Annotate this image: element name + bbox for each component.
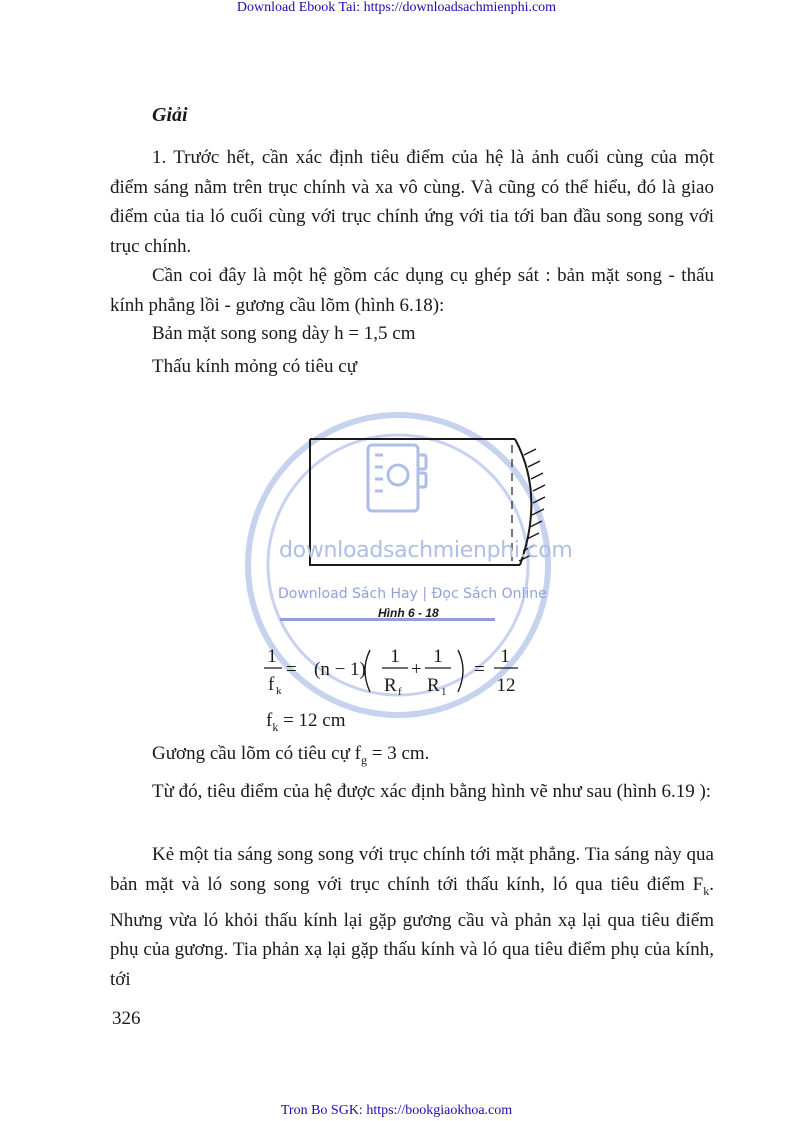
formula-term1-numerator: 1 xyxy=(390,646,400,667)
formula-rhs-denominator: 12 xyxy=(496,675,516,696)
formula-term2-numerator: 1 xyxy=(433,646,443,667)
formula-equals-1: = xyxy=(286,659,297,680)
figure-caption: Hình 6 - 18 xyxy=(378,606,439,620)
header-download-link[interactable]: Download Ebook Tai: https://downloadsachmienphi.com xyxy=(236,0,557,15)
fk-symbol: f xyxy=(266,710,273,731)
fk-value: = 12 cm xyxy=(278,710,346,731)
mirror-subscript: g xyxy=(360,752,367,767)
plate-thickness-line: Bản mặt song song dày h = 1,5 cm xyxy=(152,323,416,344)
formula-term1-subscript: f xyxy=(398,686,402,698)
paragraph-4-subscript: k xyxy=(703,883,710,898)
formula-lhs-subscript: k xyxy=(276,685,282,697)
formula-lhs-denominator: f xyxy=(268,674,275,695)
paragraph-2: Cần coi đây là một hệ gồm các dụng cụ ghép sát : bản mặt song - thấu kính phẳng lồi - gương cầu lõm (hình 6.18): xyxy=(110,265,714,316)
figure-6-18-diagram xyxy=(290,425,560,605)
paragraph-3: Từ đó, tiêu điểm của hệ được xác định bằng hình vẽ như sau (hình 6.19 ): xyxy=(152,781,712,802)
lens-focal-line: Thấu kính mỏng có tiêu cự xyxy=(152,356,358,377)
paragraph-4-part2: . Nhưng vừa ló khỏi thấu kính lại gặp gương cầu và phản xạ lại qua tiêu điểm phụ của gương. Tia phản xạ lại gặp thấu kính và ló qua tiêu điểm phụ của kính, tới xyxy=(110,873,714,990)
focal-length-formula xyxy=(262,638,542,698)
mirror-focal-line xyxy=(152,743,429,768)
formula-rhs-numerator: 1 xyxy=(500,646,510,667)
watermark-site-name: downloadsachmienphi.com xyxy=(279,538,573,563)
fk-subscript: k xyxy=(272,719,279,734)
formula-term1-denominator: R xyxy=(384,675,397,696)
formula-factor: (n − 1) xyxy=(314,659,366,680)
mirror-text: Gương cầu lõm có tiêu cự f xyxy=(152,743,361,764)
footer-sgk-link[interactable]: Tron Bo SGK: https://bookgiaokhoa.com xyxy=(280,1103,513,1118)
page-number: 326 xyxy=(112,1008,141,1029)
watermark-tagline: Download Sách Hay | Đọc Sách Online xyxy=(278,586,547,602)
formula-term2-subscript: 1 xyxy=(441,686,447,698)
solution-heading: Giải xyxy=(152,104,188,126)
mirror-value: = 3 cm. xyxy=(366,743,430,764)
fk-result xyxy=(266,710,346,735)
formula-equals-2: = xyxy=(474,659,485,680)
paragraph-4 xyxy=(110,840,714,994)
paragraph-4-part1: Kẻ một tia sáng song song với trục chính tới mặt phẳng. Tia sáng này qua bản mặt và ló song song với trục chính tới thấu kính, ló qua tiêu điểm F xyxy=(110,844,714,895)
formula-lhs-numerator: 1 xyxy=(267,646,277,667)
formula-term2-denominator: R xyxy=(427,675,440,696)
formula-plus: + xyxy=(411,659,422,680)
paragraph-1: 1. Trước hết, cần xác định tiêu điểm của hệ là ảnh cuối cùng của một điểm sáng nằm trên trục chính và xa vô cùng. Và cũng có thể hiểu, đó là giao điểm của tia ló cuối cùng với trục chính ứng với tia tới ban đầu song song với trục chính. xyxy=(110,147,714,257)
